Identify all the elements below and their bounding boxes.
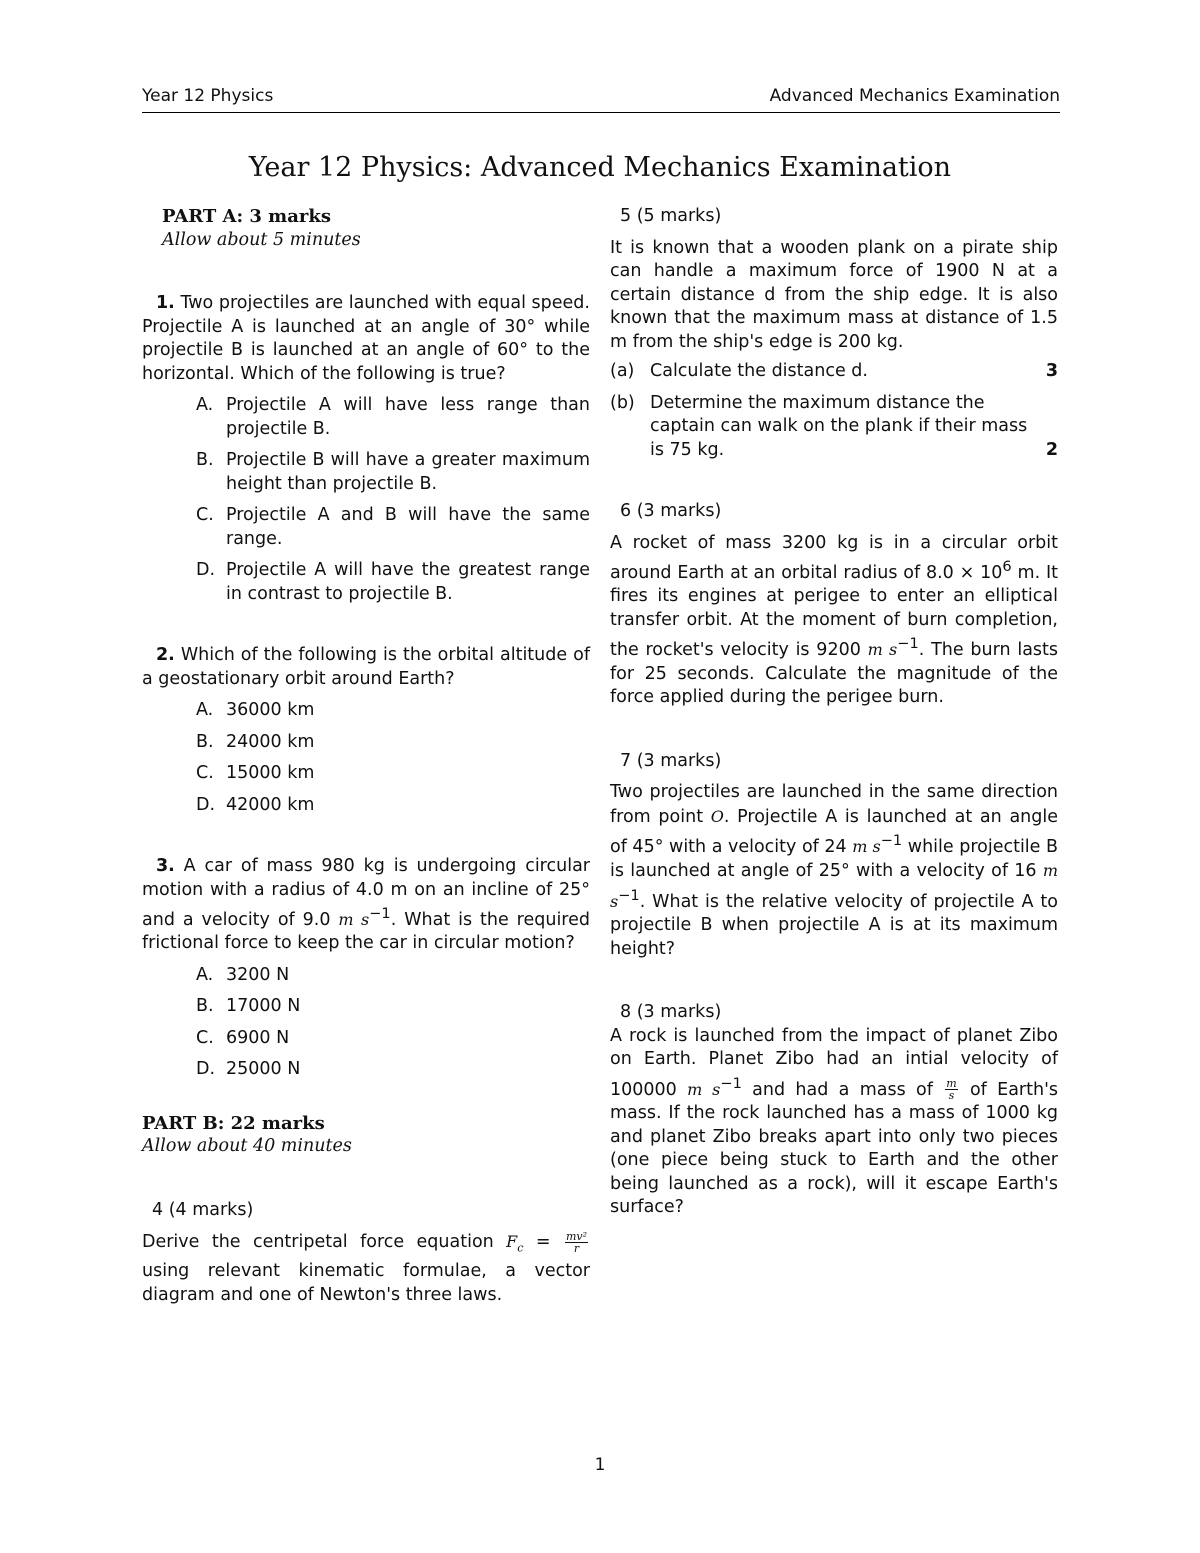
- header-left: Year 12 Physics: [142, 86, 274, 106]
- question-1-number: 1.: [156, 293, 175, 313]
- sub-part: [610, 392, 1058, 463]
- question-7-heading: 7 (3 marks): [620, 750, 722, 771]
- force-symbol: F: [506, 1232, 518, 1252]
- fraction-denominator: s: [948, 1089, 955, 1103]
- question-5-parts: [610, 360, 1058, 462]
- option-letter: B.: [196, 450, 214, 470]
- option-text: 6900 N: [226, 1027, 290, 1048]
- option-letter: D.: [196, 1059, 216, 1080]
- option: [196, 449, 590, 496]
- option-text: Projectile A will have less range than projectile B.: [226, 395, 590, 439]
- option-text: Projectile B will have a greater maximum height than projectile B.: [226, 450, 590, 494]
- equals-sign: =: [523, 1232, 563, 1253]
- question-3-text-end: . What is the required frictional force to keep the car in circular motion?: [142, 909, 590, 954]
- header-right: Advanced Mechanics Examination: [769, 86, 1060, 106]
- force-subscript: c: [517, 1241, 524, 1255]
- question-6: [610, 500, 1058, 710]
- question-4-text-start: Derive the centripetal force equation: [142, 1232, 507, 1253]
- question-8-text: [610, 1025, 1058, 1220]
- option: [196, 1058, 590, 1082]
- question-2-text: Which of the following is the orbital altitude of a geostationary orbit around Earth?: [142, 645, 590, 689]
- option: [196, 699, 590, 723]
- option-letter: D.: [196, 560, 216, 580]
- question-5-heading: 5 (5 marks): [620, 206, 722, 226]
- question-2-number: 2.: [156, 645, 175, 665]
- part-a-heading: PART A: 3 marks: [162, 206, 331, 227]
- unit-exponent: −1: [618, 886, 640, 904]
- unit-exponent: −1: [880, 832, 903, 850]
- option: [196, 559, 590, 606]
- question-3-text: A car of mass 980 kg is undergoing circular motion with a radius of 4.0 m on an incline of 25° and a velocity of 9.0: [142, 856, 590, 930]
- option-letter: A.: [196, 700, 214, 720]
- fraction: [565, 1231, 588, 1254]
- option: [196, 394, 590, 441]
- question-7-text-b: . Projectile A is launched at an angle of 45° with a velocity of 24: [610, 806, 1058, 857]
- question-5: [610, 205, 1058, 462]
- option-text: 42000 km: [226, 794, 315, 815]
- question-4-text-end: using relevant kinematic formulae, a vector diagram and one of Newton's three laws.: [142, 1261, 590, 1305]
- question-8-text-b: and had a mass of: [741, 1079, 944, 1100]
- option-text: Projectile A and B will have the same range.: [226, 505, 590, 549]
- unit-exponent: −1: [720, 1074, 742, 1092]
- option-letter: A.: [196, 964, 214, 985]
- point-label: O: [710, 806, 724, 826]
- question-8-text-c: of Earth's mass. If the rock launched has a mass of 1000 kg and planet Zibo breaks apart into only two pieces (one piece being stuck to Earth and the other being launched as a rock), will it escape Earth's surface?: [610, 1079, 1058, 1218]
- option-text: 25000 N: [226, 1059, 301, 1080]
- question-5-text: It is known that a wooden plank on a pirate ship can handle a maximum force of 1900 N at a certain distance d from the ship edge. It is also known that the maximum mass at distance of 1.5 m from the ship's edge is 200 kg.: [610, 237, 1058, 352]
- unit-ms: m s: [687, 1079, 721, 1099]
- option: [196, 995, 590, 1019]
- question-8-text-a: A rock is launched from the impact of planet Zibo on Earth. Planet Zibo had an intial velocity of 100000: [610, 1025, 1058, 1100]
- part-b-time: Allow about 40 minutes: [142, 1136, 352, 1157]
- unit-exponent: −1: [369, 905, 391, 922]
- part-b-heading: PART B: 22 marks: [142, 1112, 325, 1134]
- question-6-heading: 6 (3 marks): [620, 501, 722, 521]
- question-2-options: [142, 699, 590, 817]
- question-4: [142, 1199, 590, 1308]
- question-4-heading: 4 (4 marks): [152, 1199, 254, 1220]
- question-1-text: Two projectiles are launched with equal speed. Projectile A is launched at an angle of 30° while projectile B is launched at an angle of 60° to the horizontal. Which of the following is true?: [142, 293, 590, 384]
- option: [196, 964, 590, 988]
- page-number: 1: [594, 1455, 606, 1475]
- fraction-denominator: r: [573, 1241, 580, 1255]
- question-6-text-end: . The burn lasts for 25 seconds. Calculate the magnitude of the force applied during the perigee burn.: [610, 640, 1059, 708]
- sub-part-letter: (b): [610, 392, 635, 413]
- page-title: Year 12 Physics: Advanced Mechanics Examination: [248, 152, 952, 183]
- unit-ms: m s: [852, 836, 881, 856]
- right-column: [610, 205, 1058, 1220]
- sub-part-letter: (a): [610, 361, 635, 381]
- question-3-options: [142, 964, 590, 1082]
- question-8: [610, 1001, 1058, 1219]
- question-2: [142, 644, 590, 817]
- option-text: 36000 km: [226, 700, 315, 720]
- left-column: [142, 205, 590, 1307]
- option-text: Projectile A will have the greatest range in contrast to projectile B.: [226, 560, 590, 604]
- option-letter: C.: [196, 763, 214, 783]
- sub-part-marks: 3: [1045, 361, 1058, 381]
- sub-part-text: Determine the maximum distance the captain can walk on the plank if their mass is 75 kg.: [650, 392, 1028, 460]
- option-letter: B.: [196, 996, 214, 1017]
- sub-part-marks: 2: [1045, 439, 1058, 460]
- question-6-text-start: A rocket of mass 3200 kg is in a circular orbit around Earth at an orbital radius of 8.0 × 10: [610, 532, 1058, 583]
- option: [196, 1027, 590, 1051]
- option-letter: B.: [196, 731, 214, 752]
- option-text: 24000 km: [226, 731, 315, 752]
- unit-exponent: −1: [897, 635, 919, 653]
- question-7-text: [610, 781, 1058, 961]
- option-text: 17000 N: [226, 996, 301, 1017]
- option-letter: C.: [196, 1027, 214, 1048]
- running-header: [142, 86, 1060, 113]
- sub-part: [610, 360, 1058, 384]
- power-exponent: 6: [1002, 558, 1012, 575]
- question-6-text: [610, 532, 1058, 710]
- option-text: 15000 km: [226, 763, 315, 783]
- question-7: [610, 750, 1058, 962]
- fraction: [945, 1078, 957, 1101]
- unit-ms: m s: [867, 640, 898, 660]
- option-letter: C.: [196, 505, 214, 525]
- question-3-number: 3.: [156, 856, 175, 876]
- option: [196, 762, 590, 786]
- unit-ms: m s: [610, 861, 1058, 911]
- unit-ms: m s: [338, 909, 370, 929]
- fraction-numerator: m: [946, 1077, 957, 1091]
- question-8-heading: 8 (3 marks): [620, 1002, 722, 1023]
- option-letter: D.: [196, 794, 216, 815]
- option: [196, 504, 590, 551]
- question-1-options: [142, 394, 590, 606]
- sub-part-text: Calculate the distance d.: [650, 361, 868, 381]
- question-6-text-mid: m. It fires its engines at perigee to enter an elliptical transfer orbit. At the moment of burn completion, the rocket's velocity is 9200: [610, 562, 1058, 661]
- option: [196, 731, 590, 755]
- question-4-text: [142, 1230, 590, 1307]
- question-7-text-a: Two projectiles are launched in the same direction from point: [610, 782, 1058, 827]
- option-text: 3200 N: [226, 964, 290, 985]
- part-a-time: Allow about 5 minutes: [162, 229, 361, 250]
- question-7-text-c: while projectile B is launched at angle of 25° with a velocity of 16: [610, 836, 1059, 882]
- question-7-text-d: . What is the relative velocity of projectile A to projectile B when projectile A is at its maximum height?: [610, 891, 1058, 959]
- question-1: [142, 292, 590, 606]
- fraction-numerator: mv²: [565, 1229, 587, 1243]
- option: [196, 794, 590, 818]
- option-letter: A.: [196, 395, 214, 415]
- question-3: [142, 855, 590, 1082]
